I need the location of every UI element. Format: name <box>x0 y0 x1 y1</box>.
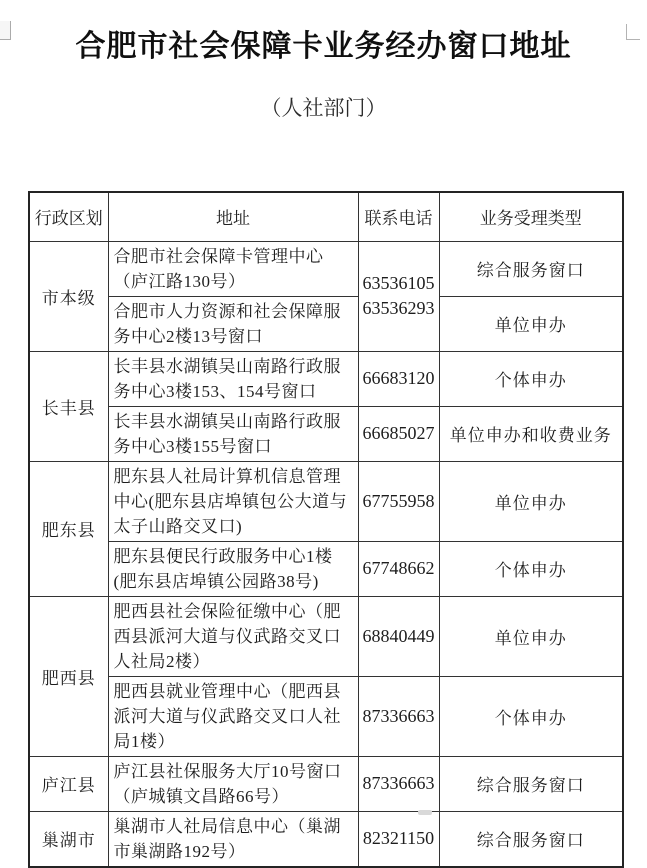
region-cell-shibenjI: 市本级 <box>29 241 108 351</box>
type-cell: 单位申办和收费业务 <box>439 406 623 461</box>
scan-crop-mark-left <box>0 21 11 40</box>
phone-number: 63536293 <box>362 298 435 318</box>
table-row <box>29 351 623 406</box>
address-cell: 长丰县水湖镇吴山南路行政服务中心3楼153、154号窗口 <box>108 351 358 406</box>
address-cell: 合肥市人力资源和社会保障服务中心2楼13号窗口 <box>108 296 358 351</box>
region-cell-lujiang: 庐江县 <box>29 756 108 811</box>
phone-cell-merged <box>358 241 439 351</box>
phone-cell: 67755958 <box>358 461 439 541</box>
table-row <box>29 756 623 811</box>
address-cell: 庐江县社保服务大厅10号窗口（庐城镇文昌路66号） <box>108 756 358 811</box>
phone-cell: 87336663 <box>358 676 439 756</box>
table-row <box>29 596 623 676</box>
type-cell: 综合服务窗口 <box>439 756 623 811</box>
header-type: 业务受理类型 <box>439 192 623 241</box>
phone-cell: 68840449 <box>358 596 439 676</box>
type-cell: 综合服务窗口 <box>439 811 623 867</box>
table-row <box>29 811 623 867</box>
phone-number: 63536105 <box>362 273 435 293</box>
page-subtitle: （人社部门） <box>260 96 387 120</box>
table-row <box>29 241 623 296</box>
address-cell: 长丰县水湖镇吴山南路行政服务中心3楼155号窗口 <box>108 406 358 461</box>
table-row <box>29 461 623 541</box>
phone-cell: 82321150 <box>358 811 439 867</box>
table-row <box>29 406 623 461</box>
address-cell: 肥西县社会保险征缴中心（肥西县派河大道与仪武路交叉口人社局2楼） <box>108 596 358 676</box>
document-page <box>0 21 647 861</box>
type-cell: 个体申办 <box>439 676 623 756</box>
table-row <box>29 296 623 351</box>
table-header-row <box>29 192 623 241</box>
scan-crop-mark-right <box>626 24 640 40</box>
region-cell-changfeng: 长丰县 <box>29 351 108 461</box>
phone-cell: 87336663 <box>358 756 439 811</box>
type-cell: 个体申办 <box>439 541 623 596</box>
type-cell: 单位申办 <box>439 461 623 541</box>
region-cell-feidong: 肥东县 <box>29 461 108 596</box>
type-cell: 单位申办 <box>439 596 623 676</box>
type-cell: 综合服务窗口 <box>439 241 623 296</box>
address-table-container <box>28 191 647 868</box>
header-phone: 联系电话 <box>358 192 439 241</box>
address-cell: 合肥市社会保障卡管理中心（庐江路130号） <box>108 241 358 296</box>
phone-cell: 66683120 <box>358 351 439 406</box>
header-region: 行政区划 <box>29 192 108 241</box>
region-cell-feixi: 肥西县 <box>29 596 108 756</box>
header-address: 地址 <box>108 192 358 241</box>
scan-smudge <box>418 810 432 815</box>
phone-cell: 66685027 <box>358 406 439 461</box>
region-cell-chaohu: 巢湖市 <box>29 811 108 867</box>
type-cell: 单位申办 <box>439 296 623 351</box>
phone-cell: 67748662 <box>358 541 439 596</box>
page-title: 合肥市社会保障卡业务经办窗口地址 <box>75 30 572 63</box>
type-cell: 个体申办 <box>439 351 623 406</box>
address-cell: 巢湖市人社局信息中心（巢湖市巢湖路192号） <box>108 811 358 867</box>
table-row <box>29 541 623 596</box>
table-row <box>29 676 623 756</box>
address-cell: 肥东县便民行政服务中心1楼(肥东县店埠镇公园路38号) <box>108 541 358 596</box>
address-table <box>28 191 624 868</box>
address-cell: 肥东县人社局计算机信息管理中心(肥东县店埠镇包公大道与太子山路交叉口) <box>108 461 358 541</box>
address-cell: 肥西县就业管理中心（肥西县派河大道与仪武路交叉口人社局1楼） <box>108 676 358 756</box>
